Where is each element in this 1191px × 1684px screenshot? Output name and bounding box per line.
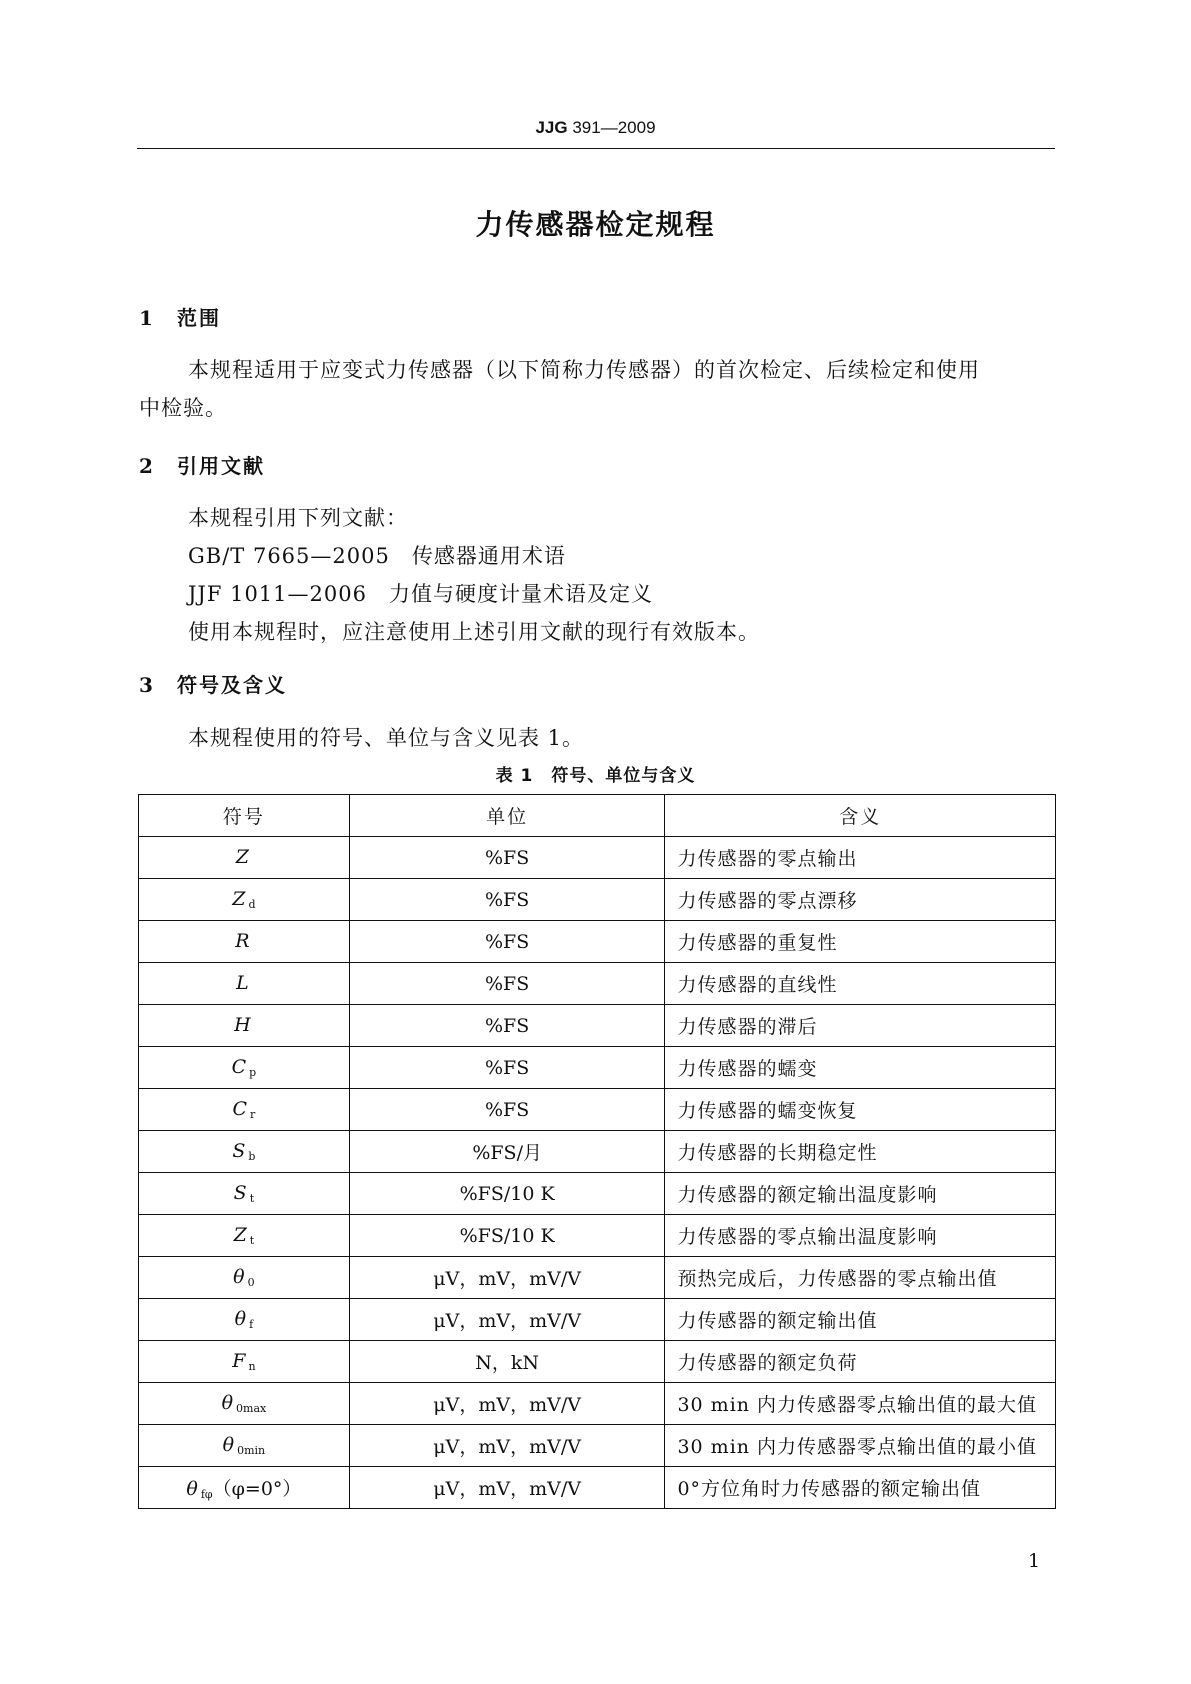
symbol-cell xyxy=(139,1383,350,1425)
unit-cell: μV，mV，mV/V xyxy=(349,1383,665,1425)
table-row xyxy=(139,1341,1056,1383)
unit-cell: %FS xyxy=(349,879,665,921)
symbol: F xyxy=(232,1350,246,1372)
table-row xyxy=(139,1425,1056,1467)
meaning-cell: 力传感器的蠕变 xyxy=(665,1047,1056,1089)
header-symbol: 符号 xyxy=(139,795,350,837)
unit-cell: μV，mV，mV/V xyxy=(349,1299,665,1341)
symbols-table xyxy=(138,794,1056,1509)
meaning-cell: 力传感器的额定输出值 xyxy=(665,1299,1056,1341)
meaning-cell: 力传感器的零点漂移 xyxy=(665,879,1056,921)
table-row xyxy=(139,963,1056,1005)
ref-item-2: JJF 1011—2006 力值与硬度计量术语及定义 xyxy=(188,582,653,606)
symbol-condition: （φ=0°） xyxy=(212,1478,302,1500)
standard-number: 391—2009 xyxy=(572,118,656,137)
symbol-cell xyxy=(139,1257,350,1299)
symbol: C xyxy=(232,1098,248,1120)
unit-cell: μV，mV，mV/V xyxy=(349,1467,665,1509)
refs-intro: 本规程引用下列文献： xyxy=(188,506,408,530)
symbol-cell xyxy=(139,1131,350,1173)
table-row xyxy=(139,1467,1056,1509)
symbol: θ xyxy=(222,1434,235,1456)
table-row xyxy=(139,1383,1056,1425)
symbol: Z xyxy=(233,1224,247,1246)
unit-cell: μV，mV，mV/V xyxy=(349,1425,665,1467)
refs-note: 使用本规程时，应注意使用上述引用文献的现行有效版本。 xyxy=(188,620,760,644)
symbol-cell xyxy=(139,1089,350,1131)
table-row xyxy=(139,837,1056,879)
section-heading-3: 3 符号及含义 xyxy=(139,673,287,697)
symbol-cell xyxy=(139,1341,350,1383)
ref-item-1: GB/T 7665—2005 传感器通用术语 xyxy=(188,544,566,568)
symbol-subscript: d xyxy=(248,898,256,911)
meaning-cell: 力传感器的长期稳定性 xyxy=(665,1131,1056,1173)
symbol-subscript: 0 xyxy=(247,1276,255,1289)
symbols-intro: 本规程使用的符号、单位与含义见表 1。 xyxy=(188,726,585,750)
meaning-cell: 力传感器的滞后 xyxy=(665,1005,1056,1047)
meaning-cell: 力传感器的零点输出温度影响 xyxy=(665,1215,1056,1257)
unit-cell: %FS xyxy=(349,921,665,963)
symbol-subscript: b xyxy=(248,1150,256,1163)
symbol: Z xyxy=(235,846,249,868)
unit-cell: %FS xyxy=(349,1089,665,1131)
table-row xyxy=(139,1089,1056,1131)
symbol: S xyxy=(233,1182,247,1204)
meaning-cell: 0°方位角时力传感器的额定输出值 xyxy=(665,1467,1056,1509)
section-heading-2: 2 引用文献 xyxy=(139,454,265,478)
symbol-cell xyxy=(139,879,350,921)
unit-cell: %FS xyxy=(349,963,665,1005)
table-caption: 表 1 符号、单位与含义 xyxy=(495,766,696,786)
header-meaning: 含义 xyxy=(665,795,1056,837)
table-row xyxy=(139,1215,1056,1257)
meaning-cell: 力传感器的额定负荷 xyxy=(665,1341,1056,1383)
symbol-subscript: p xyxy=(249,1066,257,1079)
unit-cell: %FS xyxy=(349,837,665,879)
page-number: 1 xyxy=(1028,1550,1041,1572)
symbol-cell xyxy=(139,1215,350,1257)
symbol-subscript: fφ xyxy=(200,1488,213,1501)
scope-line-1: 本规程适用于应变式力传感器（以下简称力传感器）的首次检定、后续检定和使用 xyxy=(188,358,980,382)
symbol-subscript: 0min xyxy=(237,1444,266,1457)
unit-cell: μV，mV，mV/V xyxy=(349,1257,665,1299)
symbol-subscript: t xyxy=(249,1234,255,1247)
symbol: θ xyxy=(221,1392,234,1414)
symbol: L xyxy=(236,972,249,994)
document-title: 力传感器检定规程 xyxy=(475,208,716,241)
meaning-cell: 力传感器的零点输出 xyxy=(665,837,1056,879)
meaning-cell: 30 min 内力传感器零点输出值的最大值 xyxy=(665,1383,1056,1425)
symbol-cell xyxy=(139,1005,350,1047)
symbol-cell xyxy=(139,1425,350,1467)
meaning-cell: 力传感器的蠕变恢复 xyxy=(665,1089,1056,1131)
table-row xyxy=(139,1047,1056,1089)
symbol-cell xyxy=(139,1299,350,1341)
standard-code: JJG xyxy=(535,118,568,137)
table-row xyxy=(139,1257,1056,1299)
symbol-subscript: f xyxy=(249,1318,254,1331)
unit-cell: %FS/月 xyxy=(349,1131,665,1173)
scope-line-2: 中检验。 xyxy=(139,396,227,420)
unit-cell: N，kN xyxy=(349,1341,665,1383)
symbol: C xyxy=(231,1056,247,1078)
meaning-cell: 力传感器的额定输出温度影响 xyxy=(665,1173,1056,1215)
section-heading-1: 1 范围 xyxy=(139,306,221,330)
symbol: θ xyxy=(234,1308,247,1330)
table-header-row xyxy=(139,795,1056,837)
symbol-subscript: t xyxy=(249,1192,255,1205)
symbol-cell xyxy=(139,1047,350,1089)
symbol-cell xyxy=(139,921,350,963)
symbol-cell xyxy=(139,1173,350,1215)
table-row xyxy=(139,1173,1056,1215)
table-row xyxy=(139,921,1056,963)
symbol: θ xyxy=(186,1478,198,1500)
meaning-cell: 预热完成后，力传感器的零点输出值 xyxy=(665,1257,1056,1299)
symbol-subscript: r xyxy=(250,1108,256,1121)
symbol: S xyxy=(232,1140,246,1162)
header-rule xyxy=(137,148,1055,149)
unit-cell: %FS/10 K xyxy=(349,1215,665,1257)
running-header xyxy=(0,118,1191,138)
unit-cell: %FS xyxy=(349,1047,665,1089)
symbol: Z xyxy=(232,888,246,910)
symbol: θ xyxy=(233,1266,245,1288)
unit-cell: %FS xyxy=(349,1005,665,1047)
symbol-cell xyxy=(139,837,350,879)
table-row xyxy=(139,1005,1056,1047)
symbol: R xyxy=(235,930,250,952)
symbol-cell xyxy=(139,1467,350,1509)
symbol-subscript: 0max xyxy=(236,1402,267,1415)
header-unit: 单位 xyxy=(349,795,665,837)
symbol: H xyxy=(234,1014,251,1036)
meaning-cell: 30 min 内力传感器零点输出值的最小值 xyxy=(665,1425,1056,1467)
table-row xyxy=(139,1299,1056,1341)
meaning-cell: 力传感器的直线性 xyxy=(665,963,1056,1005)
unit-cell: %FS/10 K xyxy=(349,1173,665,1215)
symbol-cell xyxy=(139,963,350,1005)
table-row xyxy=(139,879,1056,921)
symbol-subscript: n xyxy=(248,1360,256,1373)
meaning-cell: 力传感器的重复性 xyxy=(665,921,1056,963)
table-row xyxy=(139,1131,1056,1173)
